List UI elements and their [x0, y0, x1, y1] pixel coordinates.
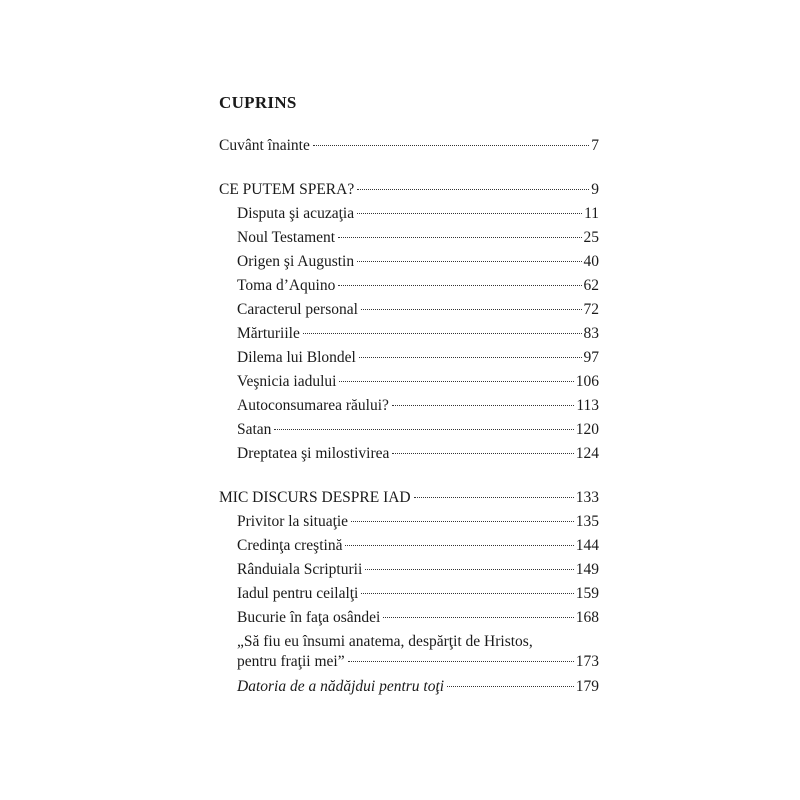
- dot-leader: [351, 511, 574, 522]
- dot-leader: [303, 323, 582, 334]
- toc-entry-page: 106: [575, 373, 599, 390]
- toc-entry: [237, 348, 599, 367]
- toc-entry-page: 83: [583, 325, 599, 342]
- toc-entry-page: 40: [583, 253, 599, 270]
- toc-entry-page: 179: [575, 678, 599, 695]
- toc-entry-foreword: [219, 136, 599, 155]
- toc-entry: [237, 584, 599, 603]
- toc-entry: [237, 444, 599, 463]
- toc-entry-page: 133: [575, 489, 599, 506]
- dot-leader: [361, 583, 573, 594]
- toc-entry-page: 124: [575, 445, 599, 462]
- dot-leader: [447, 676, 574, 687]
- toc-entry: [237, 252, 599, 271]
- toc-entry: [237, 372, 599, 391]
- toc-entry-label: CE PUTEM SPERA?: [219, 181, 355, 198]
- dot-leader: [357, 251, 581, 262]
- dot-leader: [392, 443, 573, 454]
- dot-leader: [365, 559, 573, 570]
- toc-entry-page: 149: [575, 561, 599, 578]
- toc-entry-label: MIC DISCURS DESPRE IAD: [219, 489, 411, 506]
- toc-entry: [237, 324, 599, 343]
- toc-entry-label: Origen şi Augustin: [237, 253, 355, 270]
- toc-entry-label-line-1: „Să fiu eu însumi anatema, despărţit de Hristos,: [237, 633, 533, 650]
- toc-entry-label: Caracterul personal: [237, 301, 358, 318]
- toc-entry-label: Dilema lui Blondel: [237, 349, 356, 366]
- toc-entry: [237, 420, 599, 439]
- toc-entry-page: 168: [575, 609, 599, 626]
- toc-entry-label: Rânduiala Scripturii: [237, 561, 363, 578]
- toc-entry-label: Satan: [237, 421, 272, 438]
- dot-leader: [357, 203, 582, 214]
- toc-entry-label: Iadul pentru ceilalţi: [237, 585, 359, 602]
- dot-leader: [339, 371, 573, 382]
- toc-entry-page: 159: [575, 585, 599, 602]
- dot-leader: [357, 179, 589, 190]
- toc-entry-label: Dreptatea şi milostivirea: [237, 445, 390, 462]
- toc-entry-label: Veşnicia iadului: [237, 373, 337, 390]
- toc-entry-page: 11: [584, 205, 599, 222]
- toc-entry-label: Disputa şi acuzaţia: [237, 205, 355, 222]
- toc-entry-label: Cuvânt înainte: [219, 137, 310, 154]
- dot-leader: [345, 535, 573, 546]
- toc-entry-page: 113: [576, 397, 599, 414]
- toc-entry-label: Datoria de a nădăjdui pentru toţi: [237, 678, 445, 695]
- toc-entry: [237, 396, 599, 415]
- toc-entry-page: 144: [575, 537, 599, 554]
- toc-entry-section-2: [219, 488, 599, 507]
- toc-entry: [237, 204, 599, 223]
- toc-entry-label: Autoconsumarea răului?: [237, 397, 389, 414]
- toc-entry-page: 7: [591, 137, 599, 154]
- toc-entry-label: Noul Testament: [237, 229, 336, 246]
- dot-leader: [338, 227, 581, 238]
- dot-leader: [338, 275, 581, 286]
- toc-entry-page: 173: [575, 653, 599, 670]
- toc-entry: [237, 276, 599, 295]
- toc-entry-page: 62: [583, 277, 599, 294]
- toc-entry: [237, 560, 599, 579]
- toc-entry: [237, 536, 599, 555]
- toc-entry-label: Credinţa creştină: [237, 537, 343, 554]
- dot-leader: [383, 607, 573, 618]
- toc-entry: [237, 512, 599, 531]
- dot-leader: [313, 135, 589, 146]
- toc-entry-label: Bucurie în faţa osândei: [237, 609, 381, 626]
- toc-entry: [237, 677, 599, 696]
- dot-leader: [274, 419, 573, 430]
- toc-entry-page: 25: [583, 229, 599, 246]
- toc-entry-label: Mărturiile: [237, 325, 300, 342]
- toc-entry: [237, 608, 599, 627]
- dot-leader: [348, 651, 574, 662]
- toc-entry-page: 135: [575, 513, 599, 530]
- toc-entry-page: 120: [575, 421, 599, 438]
- dot-leader: [361, 299, 582, 310]
- dot-leader: [414, 487, 574, 498]
- toc-title: CUPRINS: [219, 93, 297, 112]
- toc-entry: [237, 652, 599, 671]
- toc-entry-label: Privitor la situaţie: [237, 513, 349, 530]
- dot-leader: [359, 347, 582, 358]
- toc-entry-label: pentru fraţii mei”: [237, 653, 345, 670]
- dot-leader: [392, 395, 574, 406]
- toc-entry-section-1: [219, 180, 599, 199]
- toc-entry-page: 72: [583, 301, 599, 318]
- toc-entry: [237, 300, 599, 319]
- toc-entry: [237, 228, 599, 247]
- toc-entry-page: 97: [583, 349, 599, 366]
- toc-entry-label: Toma d’Aquino: [237, 277, 336, 294]
- toc-entry-page: 9: [591, 181, 599, 198]
